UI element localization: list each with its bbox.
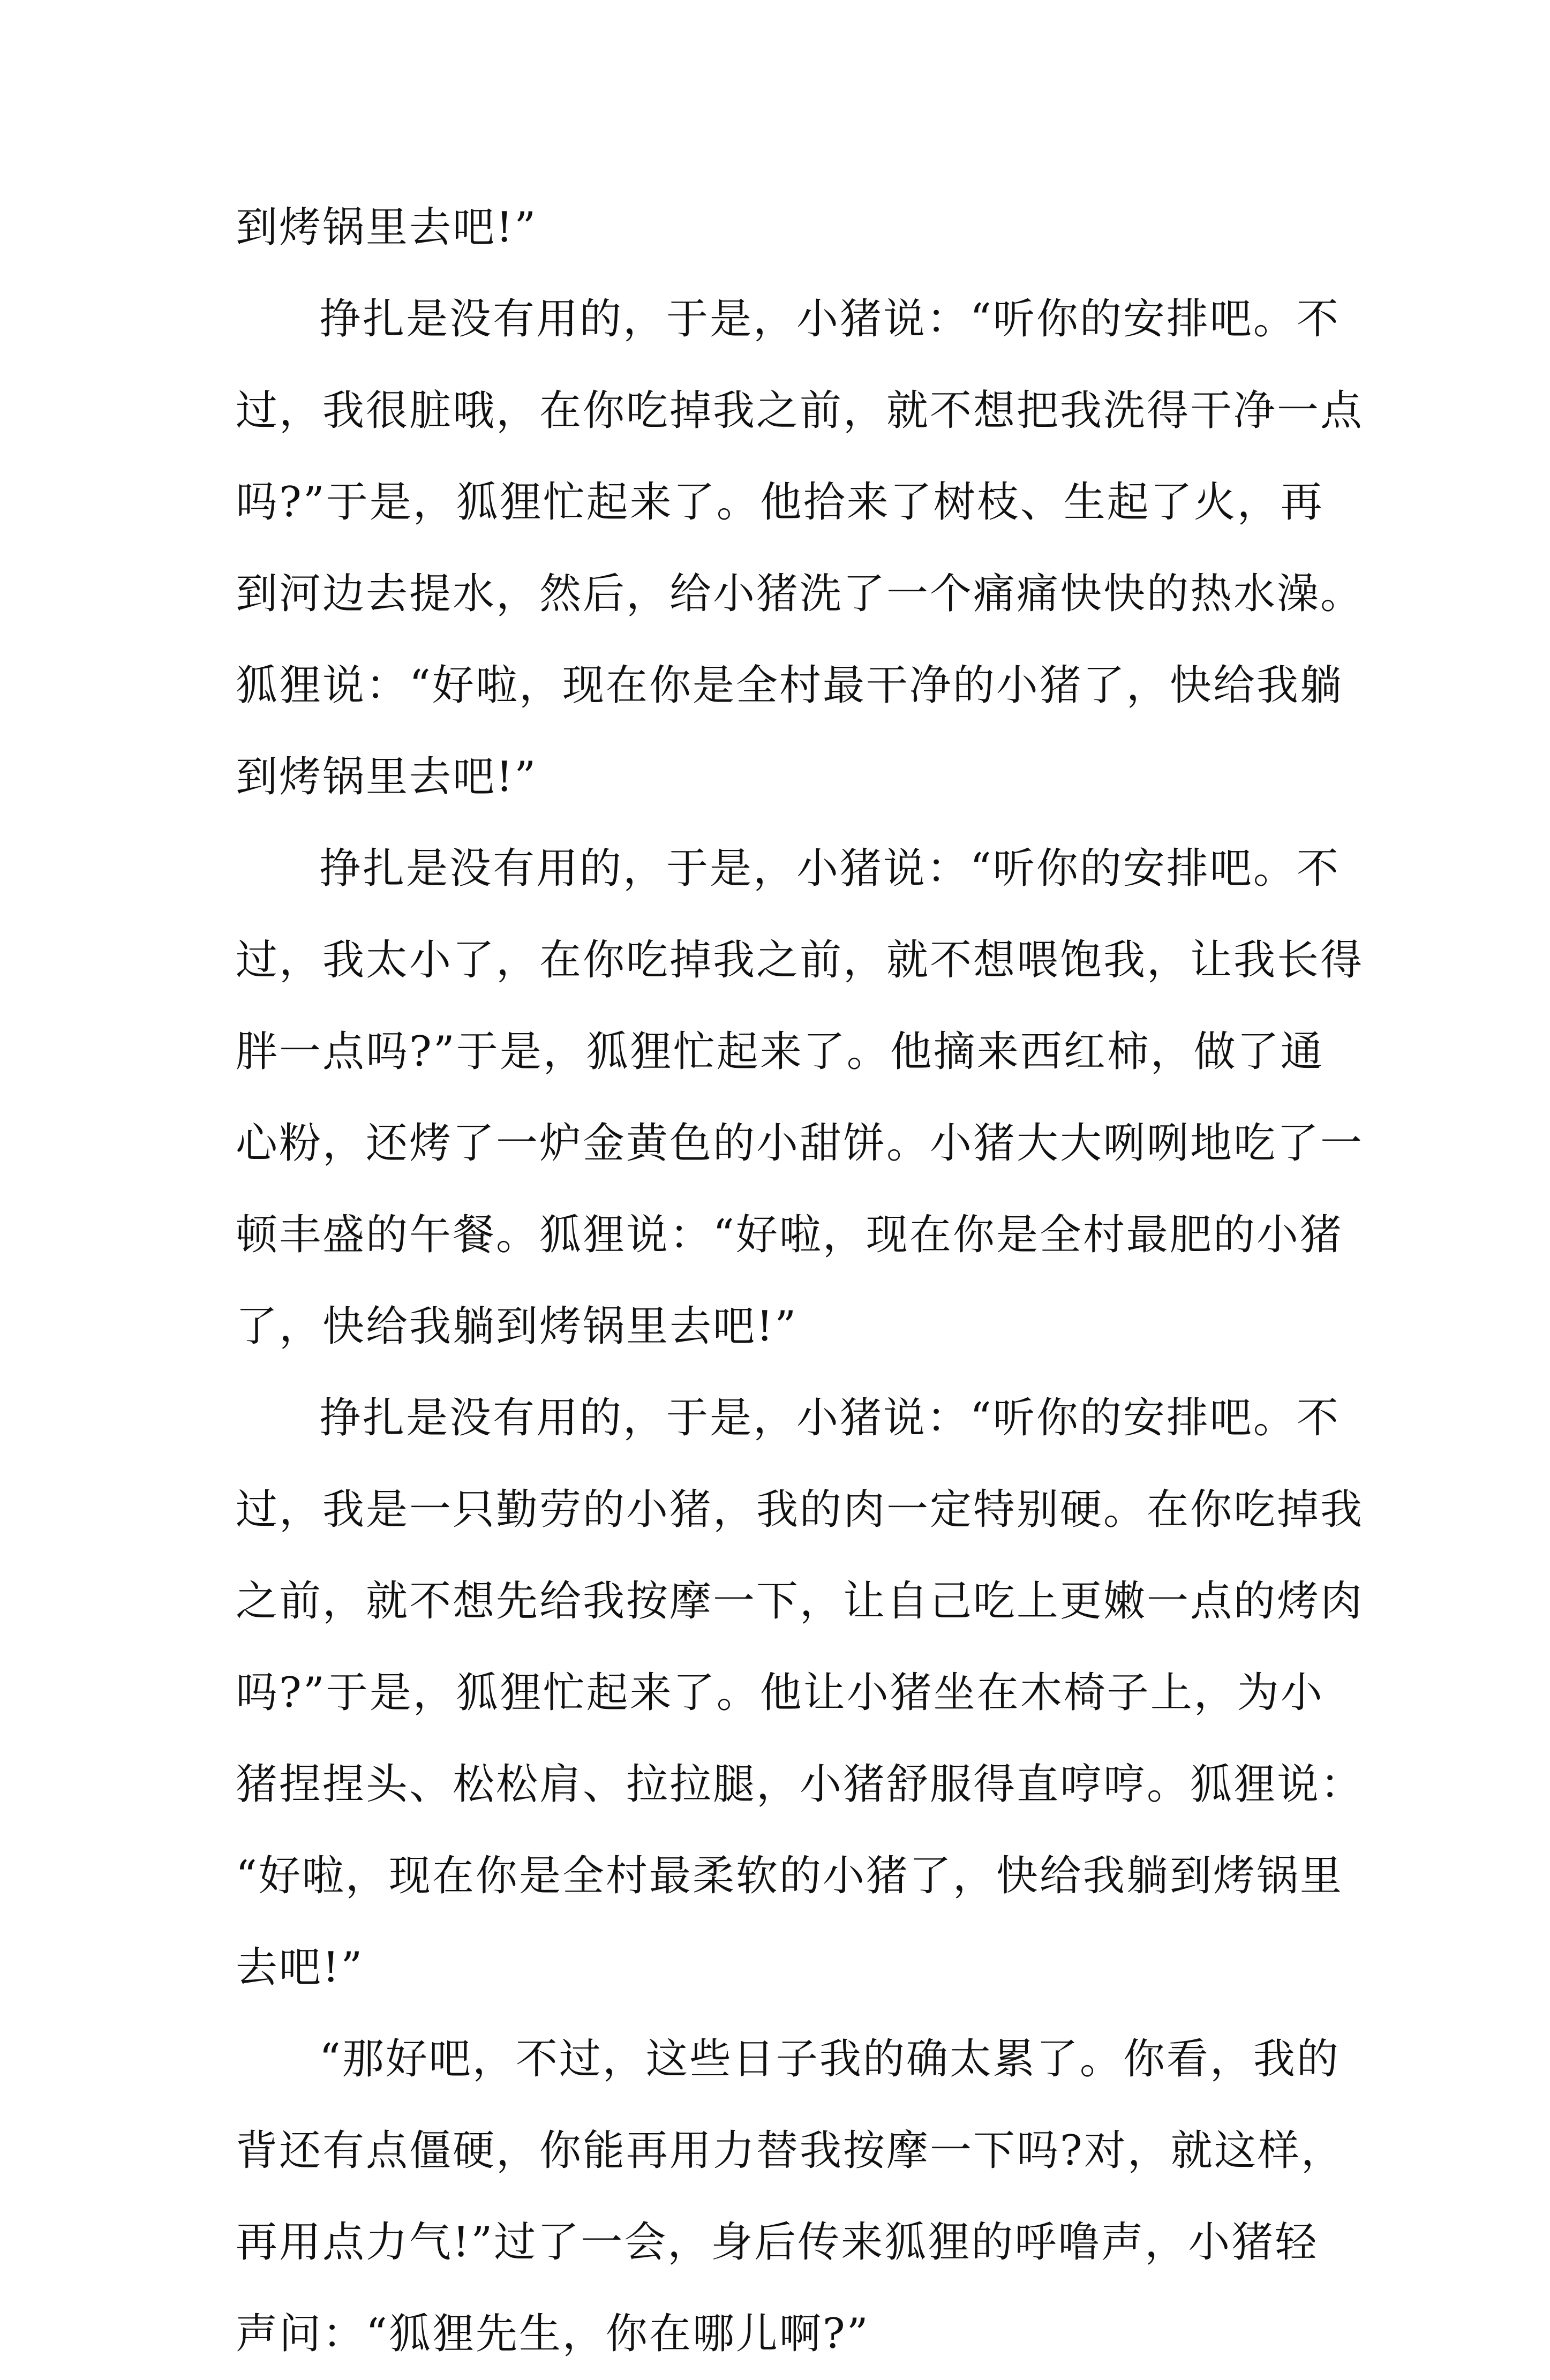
paragraph: [236, 2014, 1344, 2380]
text-line: 过，我太小了，在你吃掉我之前，就不想喂饱我，让我长得: [236, 936, 1364, 984]
text-line: 到河边去提水，然后，给小猪洗了一个痛痛快快的热水澡。: [236, 570, 1364, 618]
text-line: 声问：“狐狸先生，你在哪儿啊?”: [236, 2310, 870, 2358]
text-line: 挣扎是没有用的，于是，小猪说：“听你的安排吧。不: [319, 295, 1340, 343]
text-line: 之前，就不想先给我按摩一下，让自己吃上更嫩一点的烤肉: [236, 1577, 1364, 1625]
text-line: 到烤锅里去吧!”: [236, 204, 538, 252]
text-line: 狐狸说：“好啦，现在你是全村最干净的小猪了，快给我躺: [236, 661, 1343, 710]
text-line: “那好吧，不过，这些日子我的确太累了。你看，我的: [319, 2035, 1340, 2083]
paragraph: [236, 182, 1328, 274]
text-line: 吗?”于是，狐狸忙起来了。他拾来了树枝、生起了火，再: [236, 478, 1324, 526]
text-line: 再用点力气!”过了一会，身后传来狐狸的呼噜声，小猪轻: [236, 2218, 1319, 2266]
text-line: 到烤锅里去吧!”: [236, 753, 538, 801]
text-line: 背还有点僵硬，你能再用力替我按摩一下吗?对，就这样，: [236, 2127, 1344, 2175]
paragraph: [236, 823, 1364, 1373]
text-line: “好啦，现在你是全村最柔软的小猪了，快给我躺到烤锅里: [236, 1852, 1343, 1900]
text-line: 去吧!”: [236, 1944, 364, 1992]
text-line: 挣扎是没有用的，于是，小猪说：“听你的安排吧。不: [319, 1394, 1340, 1442]
text-line: 吗?”于是，狐狸忙起来了。他让小猪坐在木椅子上，为小: [236, 1669, 1324, 1717]
text-line: 过，我是一只勤劳的小猪，我的肉一定特别硬。在你吃掉我: [236, 1486, 1364, 1534]
text-line: 了，快给我躺到烤锅里去吧!”: [236, 1302, 798, 1351]
text-line: 过，我很脏哦，在你吃掉我之前，就不想把我洗得干净一点: [236, 387, 1364, 435]
paragraph: [236, 274, 1364, 823]
text-line: 挣扎是没有用的，于是，小猪说：“听你的安排吧。不: [319, 845, 1340, 893]
text-line: 顿丰盛的午餐。狐狸说：“好啦，现在你是全村最肥的小猪: [236, 1211, 1343, 1259]
text-line: 胖一点吗?”于是，狐狸忙起来了。他摘来西红柿，做了通: [236, 1028, 1324, 1076]
text-line: 猪捏捏头、松松肩、拉拉腿，小猪舒服得直哼哼。狐狸说：: [236, 1760, 1364, 1809]
text-line: 心粉，还烤了一炉金黄色的小甜饼。小猪大大咧咧地吃了一: [236, 1119, 1364, 1168]
paragraph: [236, 1373, 1364, 2014]
story-text: [236, 182, 1364, 2380]
